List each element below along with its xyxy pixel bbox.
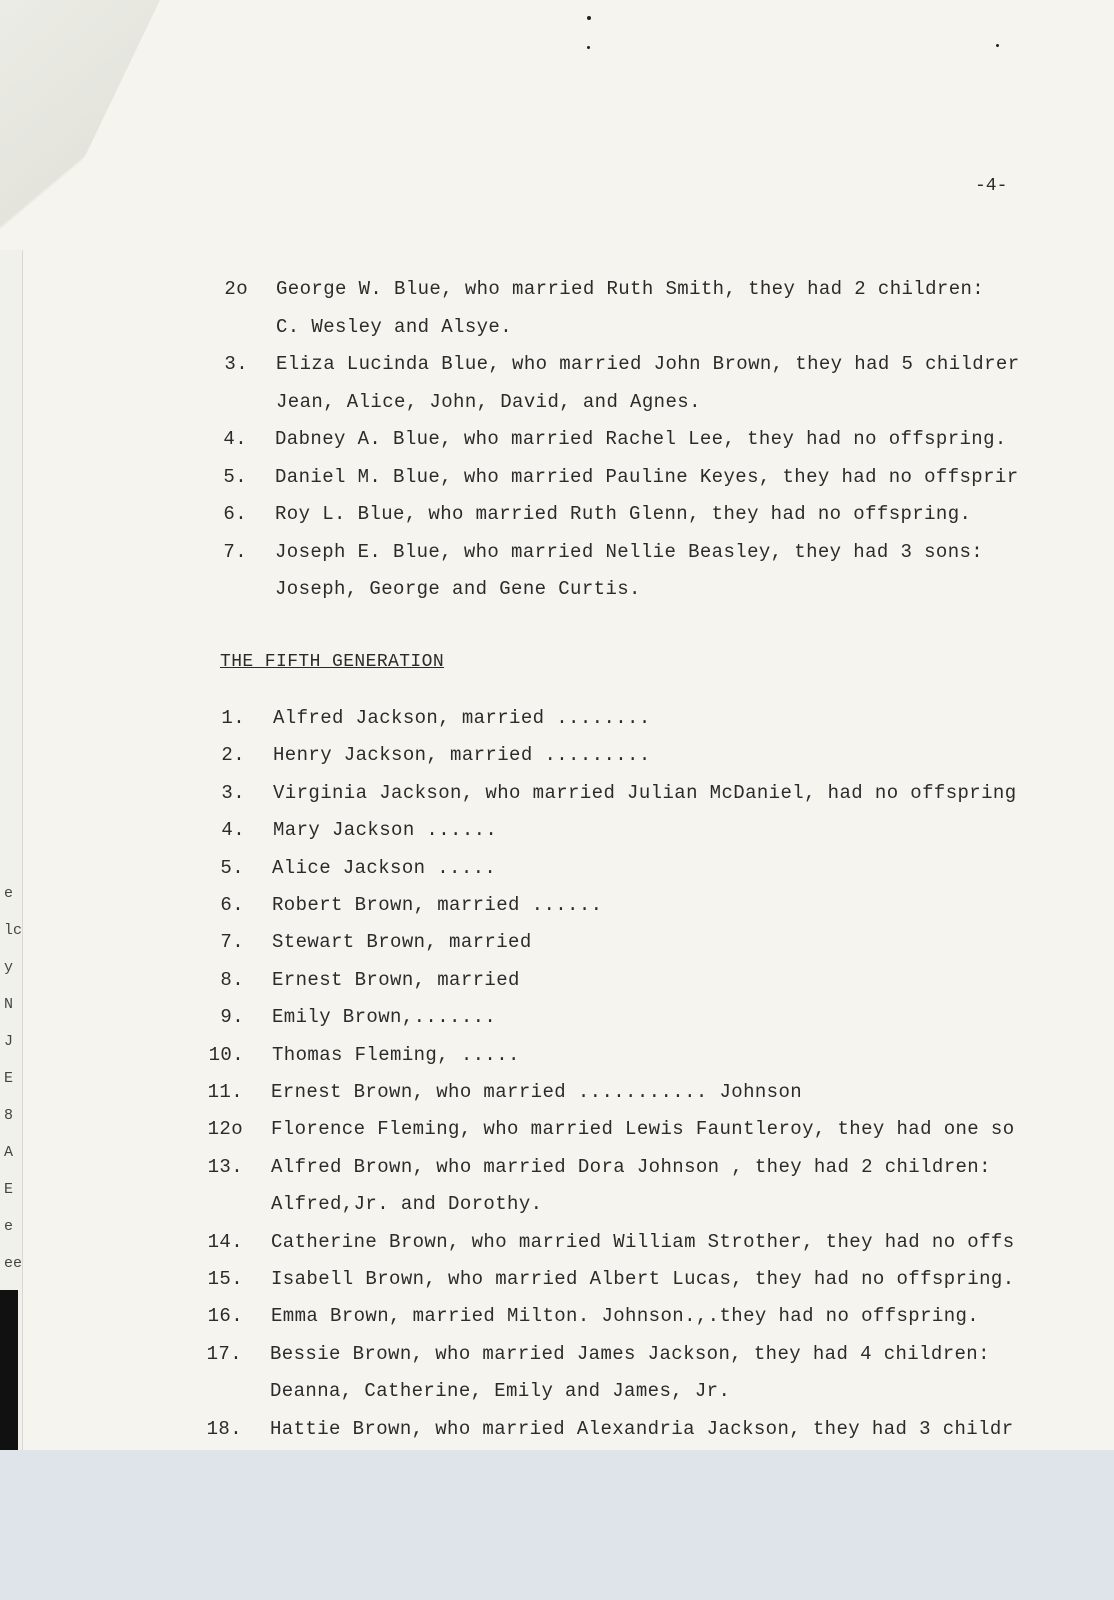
entry-text: Hattie Brown, who married Alexandria Jackson, they had 3 childr xyxy=(270,1417,1014,1440)
item-number: 4. xyxy=(221,819,245,842)
page-number: -4- xyxy=(975,176,1008,196)
entry-text: C. Wesley and Alsye. xyxy=(276,315,513,338)
entry-text: Alfred,Jr. and Dorothy. xyxy=(271,1193,543,1216)
item-number: 10. xyxy=(208,1043,244,1066)
item-number: 15. xyxy=(207,1268,243,1290)
item-number: 8. xyxy=(220,968,244,991)
item-number: 5. xyxy=(220,856,244,879)
item-number: 9. xyxy=(220,1006,244,1029)
ink-speck xyxy=(996,44,999,47)
entry-text: George W. Blue, who married Ruth Smith, they had 2 children: xyxy=(276,278,985,300)
dark-edge xyxy=(0,1290,18,1450)
ink-speck xyxy=(587,16,591,20)
margin-fragment: lc xyxy=(4,922,22,939)
margin-fragment: E xyxy=(4,1181,14,1198)
margin-fragment: e xyxy=(4,885,14,902)
ink-speck xyxy=(587,46,590,49)
item-number: 16. xyxy=(207,1305,243,1328)
entry-text: Roy L. Blue, who married Ruth Glenn, they had no offspring. xyxy=(275,503,972,525)
item-number: 18. xyxy=(206,1417,242,1440)
entry-text: Joseph E. Blue, who married Nellie Beasley, they had 3 sons: xyxy=(275,540,984,563)
item-number: 1. xyxy=(221,707,245,729)
item-number: 11. xyxy=(207,1081,243,1103)
entry-text: Deanna, Catherine, Emily and James, Jr. xyxy=(270,1380,731,1403)
entry-text: Stewart Brown, married xyxy=(272,931,532,954)
entry-text: Emma Brown, married Milton. Johnson.,.they had no offspring. xyxy=(271,1305,980,1328)
item-number: 6. xyxy=(220,894,244,916)
item-number: 7. xyxy=(220,931,244,954)
item-number: 17. xyxy=(206,1342,242,1365)
margin-fragment: e xyxy=(4,1218,14,1235)
entry-text: Henry Jackson, married ......... xyxy=(273,744,651,767)
entry-text: Isabell Brown, who married Albert Lucas, they had no offspring. xyxy=(271,1268,1015,1290)
item-number: 12o xyxy=(207,1118,243,1141)
entry-text: Emily Brown,....... xyxy=(272,1006,497,1029)
item-number: 14. xyxy=(207,1230,243,1253)
margin-fragment: E xyxy=(4,1070,14,1087)
item-number: 3. xyxy=(221,781,245,804)
section-heading: THE FIFTH GENERATION xyxy=(220,652,445,672)
margin-fragment: 8 xyxy=(4,1107,14,1124)
entry-text: Ernest Brown, who married ........... Johnson xyxy=(271,1081,803,1103)
entry-text: Florence Fleming, who married Lewis Fauntleroy, they had one so xyxy=(271,1118,1015,1141)
entry-text: Dabney A. Blue, who married Rachel Lee, they had no offspring. xyxy=(275,428,1007,450)
folded-corner xyxy=(0,0,180,260)
item-number: 2o xyxy=(224,278,248,300)
entry-text: Robert Brown, married ...... xyxy=(272,894,603,916)
item-number: 4. xyxy=(223,428,247,450)
item-number: 5. xyxy=(223,465,247,488)
margin-fragment: ee xyxy=(4,1255,22,1272)
entry-text: Catherine Brown, who married William Strother, they had no offs xyxy=(271,1230,1015,1253)
item-number: 13. xyxy=(207,1155,243,1178)
margin-fragment: J xyxy=(4,1033,14,1050)
margin-fragment: N xyxy=(4,996,14,1013)
entry-text: Eliza Lucinda Blue, who married John Brown, they had 5 childrer xyxy=(276,353,1020,375)
entry-text: Alfred Jackson, married ........ xyxy=(273,707,651,729)
entry-text: Jean, Alice, John, David, and Agnes. xyxy=(276,390,701,413)
item-number: 6. xyxy=(223,503,247,525)
entry-text: Daniel M. Blue, who married Pauline Keyes, they had no offsprir xyxy=(275,465,1019,488)
entry-text: Alfred Brown, who married Dora Johnson , they had 2 children: xyxy=(271,1155,991,1178)
margin-fragments xyxy=(0,875,22,1282)
margin-fragment: A xyxy=(4,1144,14,1161)
margin-fragment: y xyxy=(4,959,14,976)
entry-text: Thomas Fleming, ..... xyxy=(272,1043,520,1066)
entry-text: Alice Jackson ..... xyxy=(272,856,497,879)
entry-text: Joseph, George and Gene Curtis. xyxy=(275,578,641,600)
entry-text: Virginia Jackson, who married Julian McDaniel, had no offspring xyxy=(273,781,1017,804)
entry-text: Mary Jackson ...... xyxy=(273,819,498,842)
entry-text: Bessie Brown, who married James Jackson, they had 4 children: xyxy=(270,1342,990,1365)
item-number: 7. xyxy=(223,540,247,563)
item-number: 3. xyxy=(224,353,248,375)
item-number: 2. xyxy=(221,744,245,767)
entry-text: Ernest Brown, married xyxy=(272,968,520,991)
